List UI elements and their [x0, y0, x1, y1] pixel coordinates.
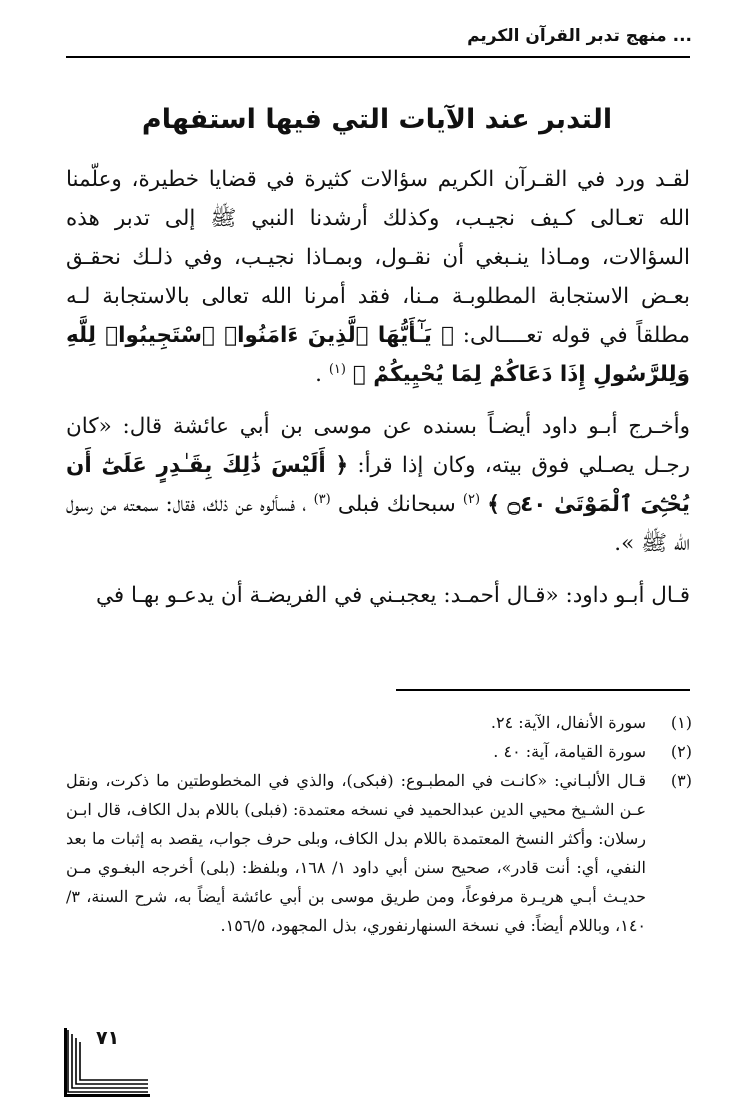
footnote-ref-2: (٢) — [462, 491, 481, 507]
footnote-number: (١) — [670, 713, 692, 732]
footnotes — [66, 708, 692, 940]
paragraph-3-text: قـال أبـو داود: «قـال أحمـد: يعجبـني في الفريضـة أن يدعـو بهـا في — [95, 583, 690, 608]
paragraph-1 — [66, 160, 690, 394]
footnote-text: سورة القيامة، آية: ٤٠ . — [493, 742, 646, 761]
quran-verse-2: ﴿ أَلَيْسَ ذَٰلِكَ بِقَـٰدِرٍ عَلَىٰٓ أَن يُحْـِۧىَ ٱلْمَوْتَىٰ ۝٤٠ ﴾ — [66, 453, 690, 517]
footnote-number: (٢) — [670, 742, 692, 761]
body-text — [66, 160, 690, 615]
paragraph-1-end: . — [315, 362, 329, 387]
footnote-ref-3: (٣) — [313, 491, 331, 507]
footnote-text: قـال الألبـاني: «كانـت في المطبـوع: (فبكى)، والذي في المخطوطتين ما ذكرت، ونقل عـن الشـيخ محيي الدين عبدالحميد في نسخه معتمدة: (فبلى) باللام بدل الكاف، قال ابـن رسلان: وأكثر النسخ المعتمدة باللام بدل الكاف، وبلى حرف جواب، يقصد به إثبات ما بعد النفي، أي: أنت قادر»، صحيح سنن أبي داود ١/ ١٦٨، وبلفظ: (بلى) أخرجه البغـوي مـن حديـث أبـي هريـرة مرفوعاً، ومن طريق موسى بن أبي عائشة أيضاً به، شرح السنة، ٣/ ١٤٠، وباللام أيضاً: في نسخة السنهارنفوري، بذل المجهود، ١٥٦/٥. — [66, 771, 646, 935]
paragraph-2-text-3: ، فسألوه عن ذلك، فقال: سمعته من رسول الله ﷺ ». — [66, 492, 690, 556]
paragraph-3 — [66, 576, 690, 615]
footnote-2 — [66, 737, 692, 766]
paragraph-2 — [66, 407, 690, 563]
footnote-ref-1: (١) — [328, 361, 346, 377]
footnote-3 — [66, 766, 692, 940]
paragraph-1-text: لقـد ورد في القـرآن الكريم سؤالات كثيرة في قضايا خطيرة، وعلّمنا الله تعـالى كـيف نجيـب، وكذلك أرشدنا النبي ﷺ إلى تدبر هذه السؤالات، ومـاذا ينـبغي أن نقـول، وبمـاذا نجيـب، وفي ذلـك نحقـق بعـض الاستجابة المطلوبـة مـنا، فقد أمرنا الله تعالى بالاستجابة لـه مطلقاً في قوله تعــــالى: — [66, 167, 691, 348]
footnote-1 — [66, 708, 692, 737]
page-number: ٧١ — [96, 1027, 120, 1049]
section-title: التدبر عند الآيات التي فيها استفهام — [141, 104, 613, 135]
paragraph-2-text-2: سبحانك فبلى — [337, 492, 463, 517]
running-header: ... منهج تدبر القرآن الكريم — [467, 26, 692, 46]
footnote-text: سورة الأنفال، الآية: ٢٤. — [490, 713, 646, 732]
footnote-separator — [396, 689, 690, 691]
paragraph-2-text-1: وأخـرج أبـو داود أيضـاً بسنده عن موسى بن أبي عائشة قال: «كان رجـل يصـلي فوق بيته، وكان إذا قرأ: — [66, 414, 691, 478]
quran-verse-1: ﴿ يَـٰٓأَيُّهَا ٱلَّذِينَ ءَامَنُوا۟ ٱسْتَجِيبُوا۟ لِلَّهِ وَلِلرَّسُولِ إِذَا دَعَاكُمْ لِمَا يُحْيِيكُمْ ﴾ — [66, 323, 690, 387]
header-rule — [66, 56, 690, 58]
footnote-number: (٣) — [670, 771, 692, 790]
